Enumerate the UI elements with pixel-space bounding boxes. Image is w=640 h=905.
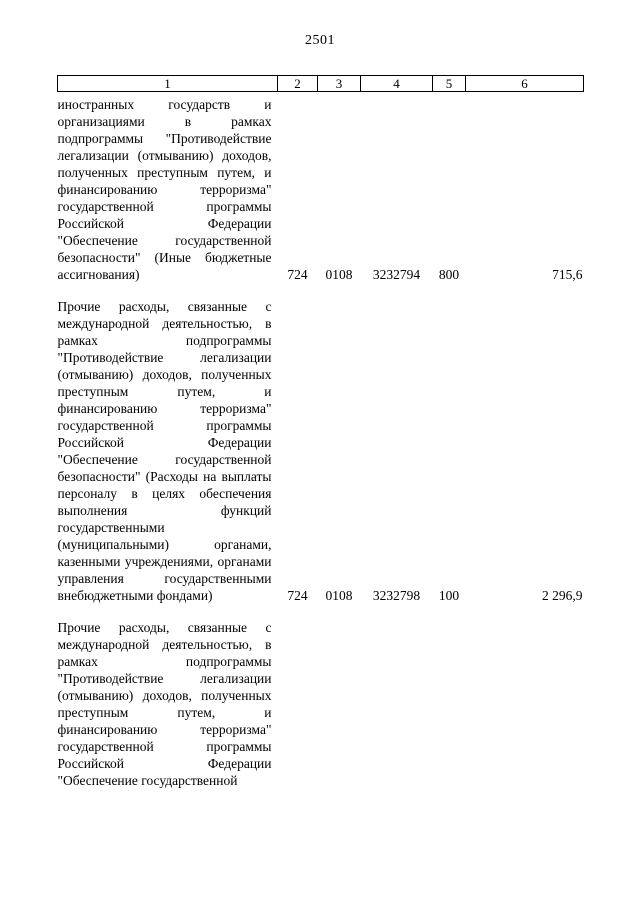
column-header-6: 6 <box>466 76 584 92</box>
cell-col4: 3232798 <box>372 588 421 603</box>
table-row <box>58 294 584 615</box>
cell-col4: 3232794 <box>372 267 421 282</box>
cell-description: Прочие расходы, связанные с международной деятельностью, в рамках подпрограммы "Противодействие легализации (отмыванию) доходов, полученных преступным путем, и финансированию терроризма" государственной программы Российской Федерации "Обеспечение государственной <box>57 620 272 788</box>
cell-amount: 715,6 <box>552 267 583 282</box>
cell-col2: 724 <box>287 267 308 282</box>
cell-amount <box>466 615 584 800</box>
budget-table <box>57 75 584 800</box>
cell-col2: 724 <box>287 588 308 603</box>
table-header-row <box>58 76 584 92</box>
cell-col5 <box>433 615 466 800</box>
cell-amount: 2 296,9 <box>542 588 583 603</box>
cell-col4 <box>361 615 433 800</box>
column-header-5: 5 <box>433 76 466 92</box>
cell-description: Прочие расходы, связанные с международной деятельностью, в рамках подпрограммы "Противодействие легализации (отмыванию) доходов, полученных преступным путем, и финансированию терроризма" государственной программы Российской Федерации "Обеспечение государственной безопасности" (Расходы на выплаты персоналу в целях обеспечения выполнения функций государственными (муниципальными) органами, казенными учреждениями, органами управления государственными внебюджетными фондами) <box>57 299 272 603</box>
cell-col2 <box>278 615 318 800</box>
cell-col5: 100 <box>438 588 460 603</box>
cell-col3: 0108 <box>325 267 353 282</box>
table-header <box>58 76 584 92</box>
cell-col3 <box>318 615 361 800</box>
page-number: 2501 <box>305 33 335 48</box>
table-row <box>58 92 584 295</box>
table-body <box>58 92 584 801</box>
cell-col5: 800 <box>438 267 460 282</box>
column-header-4: 4 <box>361 76 433 92</box>
table-row <box>58 615 584 800</box>
column-header-2: 2 <box>278 76 318 92</box>
column-header-3: 3 <box>318 76 361 92</box>
cell-description: иностранных государств и организациями в рамках подпрограммы "Противодействие легализации (отмыванию) доходов, полученных преступным путем, и финансированию терроризма" государственной программы Российской Федерации "Обеспечение государственной безопасности" (Иные бюджетные ассигнования) <box>57 97 272 282</box>
cell-col3: 0108 <box>325 588 353 603</box>
column-header-1: 1 <box>58 76 278 92</box>
